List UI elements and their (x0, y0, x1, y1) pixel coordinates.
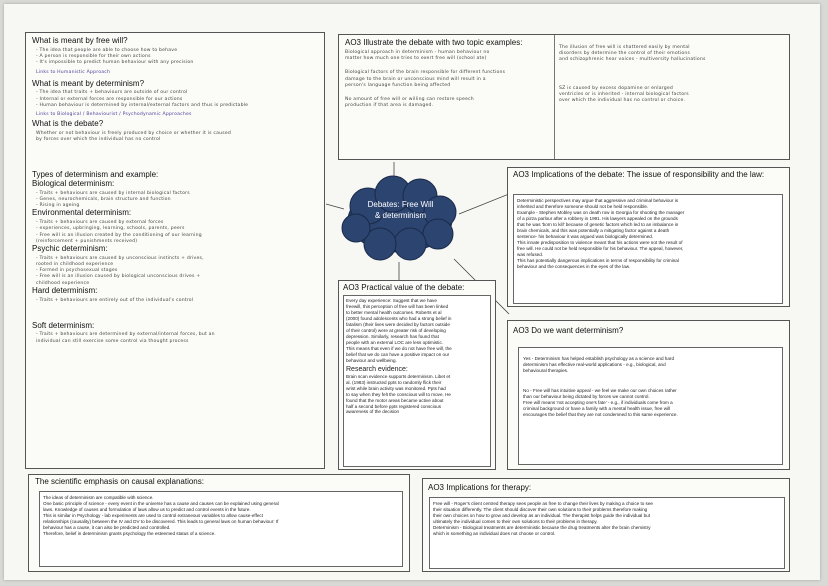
scientific-emphasis-text-box: The ideas of determinism are compatible with science. One basic principle of science - every event in the universe has a cause and causes can be explained using general laws. Knowledge of causes and formulation of laws allow us to predict and control events in the future. This is similar in Psychology - lab experiments are used to control extraneous variables to allow cause-effect relationships (causality) between the IV and DV to be discovered. This leads to general laws on human behaviour: If behaviour has a cause, it can also be predicted and controlled. Therefore, belief in determinism grants psychology the esteemed status of a science. (39, 491, 403, 567)
debate-notes: Whether or not behaviour is freely produced by choice or whether it is caused by forces over which the individual has no control (36, 130, 231, 143)
heading-research-evidence: Research evidence: (346, 365, 408, 373)
central-topic-title: Debates: Free Will & determinism (367, 200, 434, 220)
heading-psychic: Psychic determinism: (32, 243, 108, 253)
heading-biological: Biological determinism: (32, 179, 115, 189)
heading-practical-value: AO3 Practical value of the debate: (343, 283, 465, 292)
free-will-notes: - The idea that people are able to choose how to behave - A person is responsible for their own actions - It's impossible to predict human behaviour with any precision Links to Humanistic Approach (36, 47, 194, 76)
responsibility-text-box: Deterministic perspectives may argue that aggressive and criminal behaviour is inherited and therefore someone should not be held responsible. Example - Stephen Mobley was on death row in Georgia for shooting the manager of a pizza parlour after a robbery in 1991. His lawyers appealed on the grounds that he was 'born to kill' because of genetic factors which led to an imbalance in brain chemicals, and this was potentially a mitigating factor against a death sentence- his behaviour it was argued was biologically determined. This innate predisposition to violence meant that his actions were not the result of free will. He could not be held responsible for his behaviour. The appeal, however, was refused. This has potentially dangerous implications in terms of responsibility for criminal behaviour and the consequences in the eyes of the law. (513, 194, 783, 304)
ao3-therapy-panel (422, 478, 790, 572)
scientific-emphasis-panel (28, 474, 410, 572)
practical-value-text-box: Every day experience: Suggest that we have freewill, this perception of free will has been linked to better mental health outcomes. Roberts et al (2000) found adolescents who had a strong belief in fatalism (their lives were decided by factors outside of their control) were at greater risk of developing depression. Similarly, research has found that people with an external LOC are less optimistic. This means that even if we do not have free will, the belief that we do can have a positive impact on our behaviour and wellbeing. Research evidence: Brain scan evidence supports determinism. Libet et al. (1983) instructed ppts to randomly flick their wrist while brain activity was monitored. Ppts had to say when they felt the conscious will to move. He found that the motor areas became active about half a second before ppts registered conscious awareness of the decision (343, 295, 491, 467)
ao3-practical-value-panel (338, 280, 496, 470)
soft-notes: - Traits + behaviours are determined by external/internal forces, but an individual can still exercise some control via thought process (36, 332, 215, 344)
heading-responsibility: AO3 Implications of the debate: The issue of responsibility and the law: (513, 170, 765, 179)
ao3-want-determinism-panel (507, 320, 790, 470)
heading-environmental: Environmental determinism: (32, 208, 132, 218)
heading-debate: What is the debate? (32, 119, 104, 129)
ao3-responsibility-panel (507, 167, 790, 307)
heading-determinism: What is meant by determinism? (32, 78, 145, 88)
heading-want-determinism: AO3 Do we want determinism? (513, 326, 624, 335)
topic-example-biological: Biological approach in determinism - human behaviour no matter how much one tries to exert free will (school ate) Biological factors of the brain responsible for different functions damage to the brain or unconscious mind will result in a person's language function being affected No amount of free will or willing can restore speech production if that area is damaged. (345, 50, 506, 109)
heading-scientific-emphasis: The scientific emphasis on causal explanations: (35, 477, 204, 486)
environmental-notes: - Traits + behaviours are caused by external forces - experiences, upbringing, learning, schools, parents, peers - Free will is an illusion created by the conditioning of our learning (reinforcement + punishments received) (36, 220, 202, 244)
hard-notes: - Traits + behaviours are entirely out of the individual's control (36, 297, 194, 303)
heading-types: Types of determinism and example: (32, 170, 159, 180)
determinism-notes: - The idea that traits + behaviours are outside of our control - Internal or external forces are responsible for our actions - Human behaviour is determined by internal/external factors and thus is predictable Links to Biological / Behaviourist / Psychodynamic Approaches (36, 90, 249, 117)
psychic-notes: - Traits + behaviours are caused by unconscious instincts + drives, rooted in childhood experience - Formed in psychosexual stages - Free will is an illusion caused by biological unconscious drives + childhood experience (36, 255, 204, 286)
heading-topic-examples: AO3 Illustrate the debate with two topic examples: (345, 38, 523, 47)
heading-free-will: What is meant by free will? (32, 36, 128, 45)
therapy-text-box: Free will - Roger's client centred therapy sees people as free to change their lives by making a choice to see their situation differently. The client should discover their own solutions to their problems therefore making their own choices on how to grow and develop as an individual. The therapist helps guide the individual but ultimately the individual comes to their own solutions to their problems in therapy. Determinism - Biological treatments are deterministic because the drug treatments alter the brain chemistry which is something an individual does not choose or control. (429, 497, 785, 569)
want-determinism-text-box: Yes - Determinism has helped establish psychology as a science and hard determinism has effective real-world applications - e.g., biological, and behavioural therapies. No - Free will has intuitive appeal - we feel we make our own choices rather than our behaviour being dictated by forces we cannot control. Free will means 'not accepting one's fate' - e.g., if individuals come from a criminal background or have a family with a mental health issue, free will encourages the belief that they are not condemned to this same experience. (518, 347, 783, 465)
heading-hard: Hard determinism: (32, 285, 98, 295)
heading-therapy: AO3 Implications for therapy: (428, 483, 532, 492)
biological-notes: - Traits + behaviours are caused by internal biological factors - Genes, neurochemicals, brain structure and function - Rising in ageing (36, 190, 190, 209)
topic-example-schizophrenia: The illusion of free will is shattered easily by mental disorders by determine the control of their emotions and schizophrenic hear voices - multiversity hallucinations SZ is caused by excess dopamine or enlarged ventricles or is inherited - internal biological factors over which the individual has no control or choice. (559, 45, 706, 103)
revision-sheet (4, 4, 820, 580)
heading-soft: Soft determinism: (32, 320, 95, 330)
